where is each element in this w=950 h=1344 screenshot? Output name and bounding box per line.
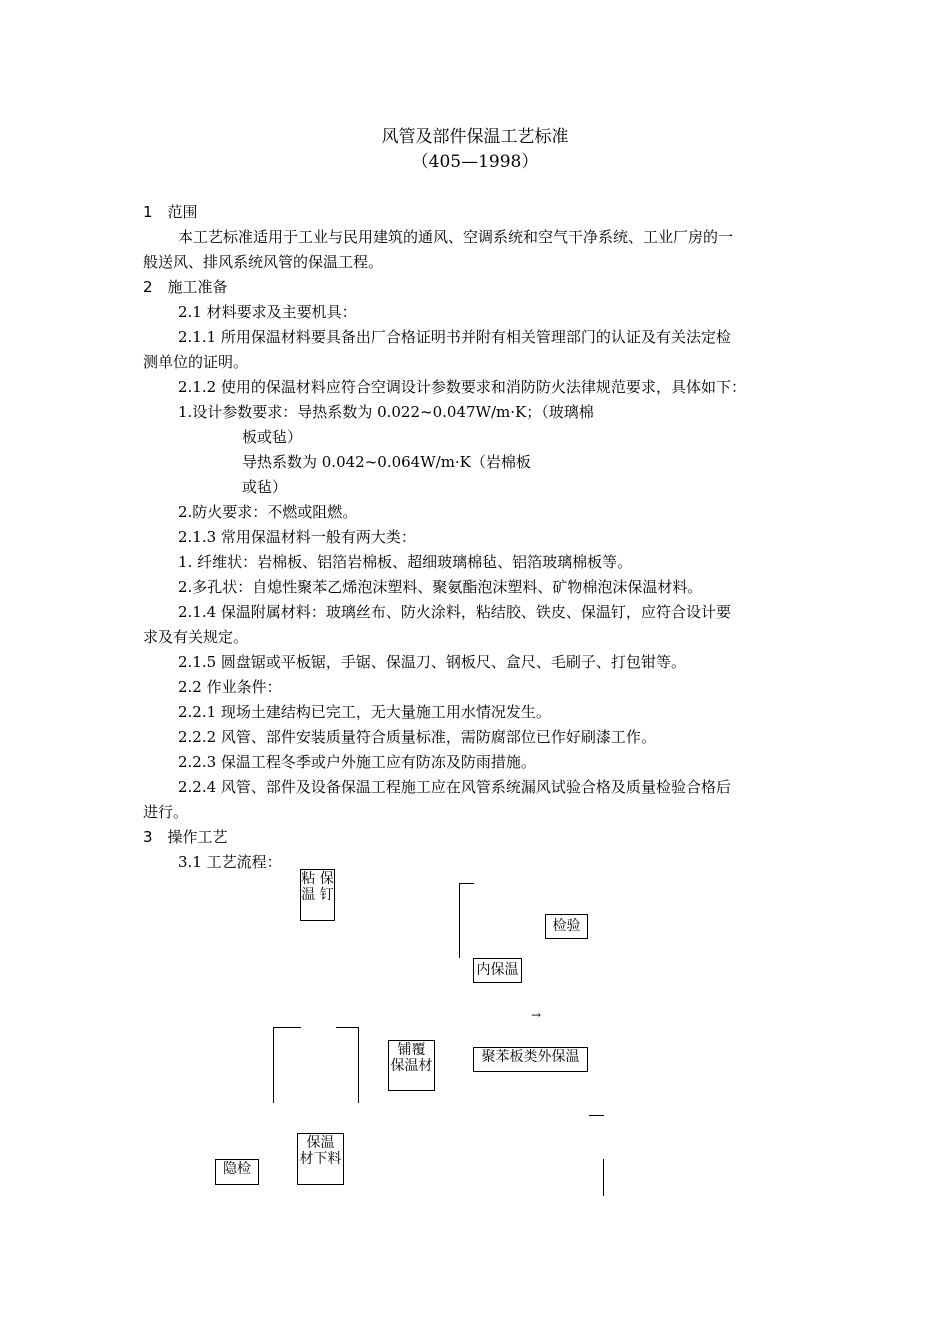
flow-box-lay-material	[388, 1040, 435, 1091]
paragraph: 进行。	[143, 803, 189, 821]
flow-connector	[273, 1027, 301, 1028]
flow-box-label: 粘 保	[301, 871, 334, 887]
paragraph: 2.多孔状：自熄性聚苯乙烯泡沫塑料、聚氨酯泡沫塑料、矿物棉泡沫保温材料。	[178, 578, 703, 596]
paragraph: 导热系数为 0.042~0.064W/m·K（岩棉板	[242, 453, 531, 471]
paragraph: 1. 纤维状：岩棉板、铝箔岩棉板、超细玻璃棉毡、铝箔玻璃棉板等。	[178, 553, 633, 571]
section-1-heading: 1 范围	[143, 203, 198, 221]
paragraph: 或毡）	[242, 478, 288, 496]
paragraph: 板或毡）	[242, 428, 303, 446]
flow-connector	[459, 883, 460, 958]
flow-box-pin	[300, 869, 335, 921]
flow-connector	[589, 1115, 604, 1116]
paragraph: 2.2 作业条件：	[178, 678, 282, 696]
flow-box-label: 铺覆	[397, 1042, 426, 1058]
flow-box-label: 保温材	[390, 1058, 433, 1074]
paragraph: 2.2.1 现场土建结构已完工，无大量施工用水情况发生。	[178, 703, 551, 721]
flow-box-hidden-inspection: 隐检	[215, 1159, 259, 1185]
paragraph: 2.2.4 风管、部件及设备保温工程施工应在风管系统漏风试验合格及质量检验合格后	[178, 778, 731, 796]
paragraph: 求及有关规定。	[143, 628, 249, 646]
flow-box-cut-material	[297, 1133, 344, 1185]
paragraph: 2.1 材料要求及主要机具：	[178, 303, 357, 321]
paragraph: 般送风、排风系统风管的保温工程。	[143, 253, 384, 271]
paragraph: 2.1.1 所用保温材料要具备出厂合格证明书并附有相关管理部门的认证及有关法定检	[178, 328, 731, 346]
paragraph: 2.2.3 保温工程冬季或户外施工应有防冻及防雨措施。	[178, 753, 536, 771]
paragraph: 2.防火要求：不燃或阻燃。	[178, 503, 358, 521]
flow-box-label: 保温	[306, 1135, 335, 1151]
flow-box-label: 温 钉	[301, 887, 334, 903]
paragraph: 测单位的证明。	[143, 353, 249, 371]
paragraph: 2.2.2 风管、部件安装质量符合质量标准，需防腐部位已作好刷漆工作。	[178, 728, 656, 746]
paragraph: 3.1 工艺流程：	[178, 853, 282, 871]
flow-connector	[358, 1027, 359, 1103]
paragraph: 2.1.5 圆盘锯或平板锯，手锯、保温刀、钢板尺、盒尺、毛刷子、打包钳等。	[178, 653, 686, 671]
flow-box-inspect: 检验	[545, 914, 588, 939]
paragraph: 2.1.2 使用的保温材料应符合空调设计参数要求和消防防火法律规范要求，具体如下：	[178, 378, 746, 396]
paragraph: 2.1.3 常用保温材料一般有两大类：	[178, 528, 416, 546]
document-title: 风管及部件保温工艺标准	[381, 127, 569, 147]
section-3-heading: 3 操作工艺	[143, 828, 228, 846]
flow-connector	[336, 1027, 358, 1028]
flow-connector	[459, 883, 474, 884]
flow-connector	[603, 1159, 604, 1196]
paragraph: 2.1.4 保温附属材料：玻璃丝布、防火涂料，粘结胶、铁皮、保温钉，应符合设计要	[178, 603, 731, 621]
flow-arrow: →	[531, 1008, 542, 1022]
flow-box-inner-insulation: 内保温	[473, 958, 522, 983]
document-code: （405—1998）	[411, 152, 539, 172]
flow-connector	[273, 1027, 274, 1103]
section-2-heading: 2 施工准备	[143, 278, 228, 296]
paragraph: 本工艺标准适用于工业与民用建筑的通风、空调系统和空气干净系统、工业厂房的一	[178, 228, 734, 246]
paragraph: 1.设计参数要求：导热系数为 0.022~0.047W/m·K；（玻璃棉	[178, 403, 594, 421]
flow-box-eps-outer: 聚苯板类外保温	[473, 1047, 588, 1072]
flow-box-label: 材下料	[299, 1151, 342, 1167]
